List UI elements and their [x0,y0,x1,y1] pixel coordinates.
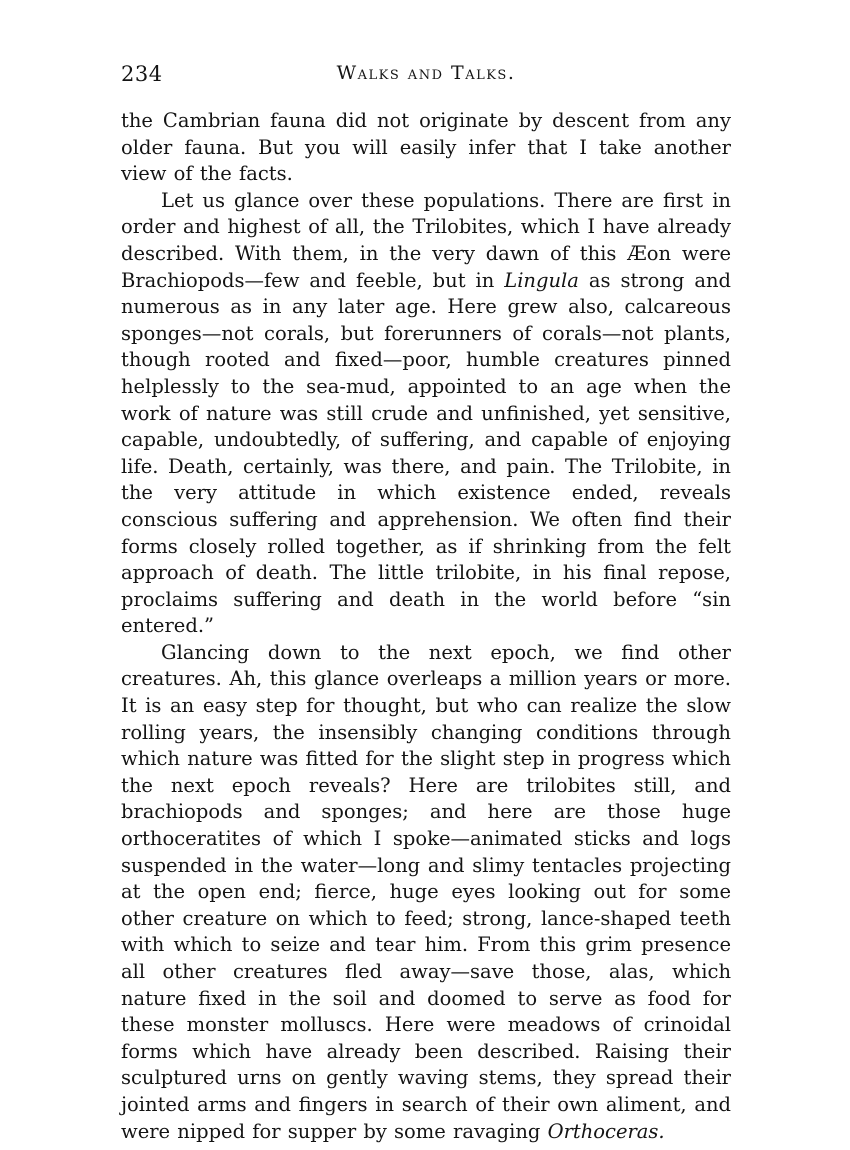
running-head [121,58,731,92]
running-title: Walks and Talks. [336,62,516,84]
body-text [121,108,731,1145]
paragraph-text: as strong and numerous as in any later age. Here grew also, calcareous sponges—not corals, but forerunners of corals—not plants, though rooted and fixed—poor, humble creatures pinned helplessly to the sea-mud, appointed to an age when the work of nature was still crude and unfinished, yet sensitive, capable, undoubtedly, of suffering, and capable of enjoying life. Death, certainly, was there, and pain. The Trilobite, in the very attitude in which existence ended, reveals conscious suffering and apprehension. We often find their forms closely rolled together, as if shrinking from the felt approach of death. The little trilobite, in his final repose, proclaims suffering and death in the world before “sin entered.” [121,268,732,638]
paragraph-2 [121,188,731,640]
paragraph-3 [121,640,731,1145]
paragraph-1 [121,108,731,188]
italic-term: Orthoceras. [547,1119,665,1143]
page-number: 234 [121,62,163,86]
book-page [121,58,731,1145]
paragraph-text: the Cambrian fauna did not originate by descent from any older fauna. But you will easily infer that I take another view of the facts. [121,109,731,186]
italic-term: Lingula [504,268,579,292]
paragraph-text: Glancing down to the next epoch, we find other creatures. Ah, this glance overleaps a million years or more. It is an easy step for thought, but who can realize the slow rolling years, the insensibly changing conditions through which nature was fitted for the slight step in progress which the next epoch reveals? Here are trilobites still, and brachiopods and sponges; and here are those huge orthoceratites of which I spoke—animated sticks and logs suspended in the water—long and slimy tentacles projecting at the open end; fierce, huge eyes looking out for some other creature on which to feed; strong, lance-shaped teeth with which to seize and tear him. From this grim presence all other creatures fled away—save those, alas, which nature fixed in the soil and doomed to serve as food for these monster molluscs. Here were meadows of crinoidal forms which have already been described. Raising their sculptured urns on gently waving stems, they spread their jointed arms and fingers in search of their own aliment, and were nipped for supper by some ravaging [121,640,731,1143]
paragraph-text: Let us glance over these populations. There are first in order and highest of all, the Trilobites, which I have already described. With them, in the very dawn of this Æon were Brachiopods—few and feeble, but in [121,188,731,292]
